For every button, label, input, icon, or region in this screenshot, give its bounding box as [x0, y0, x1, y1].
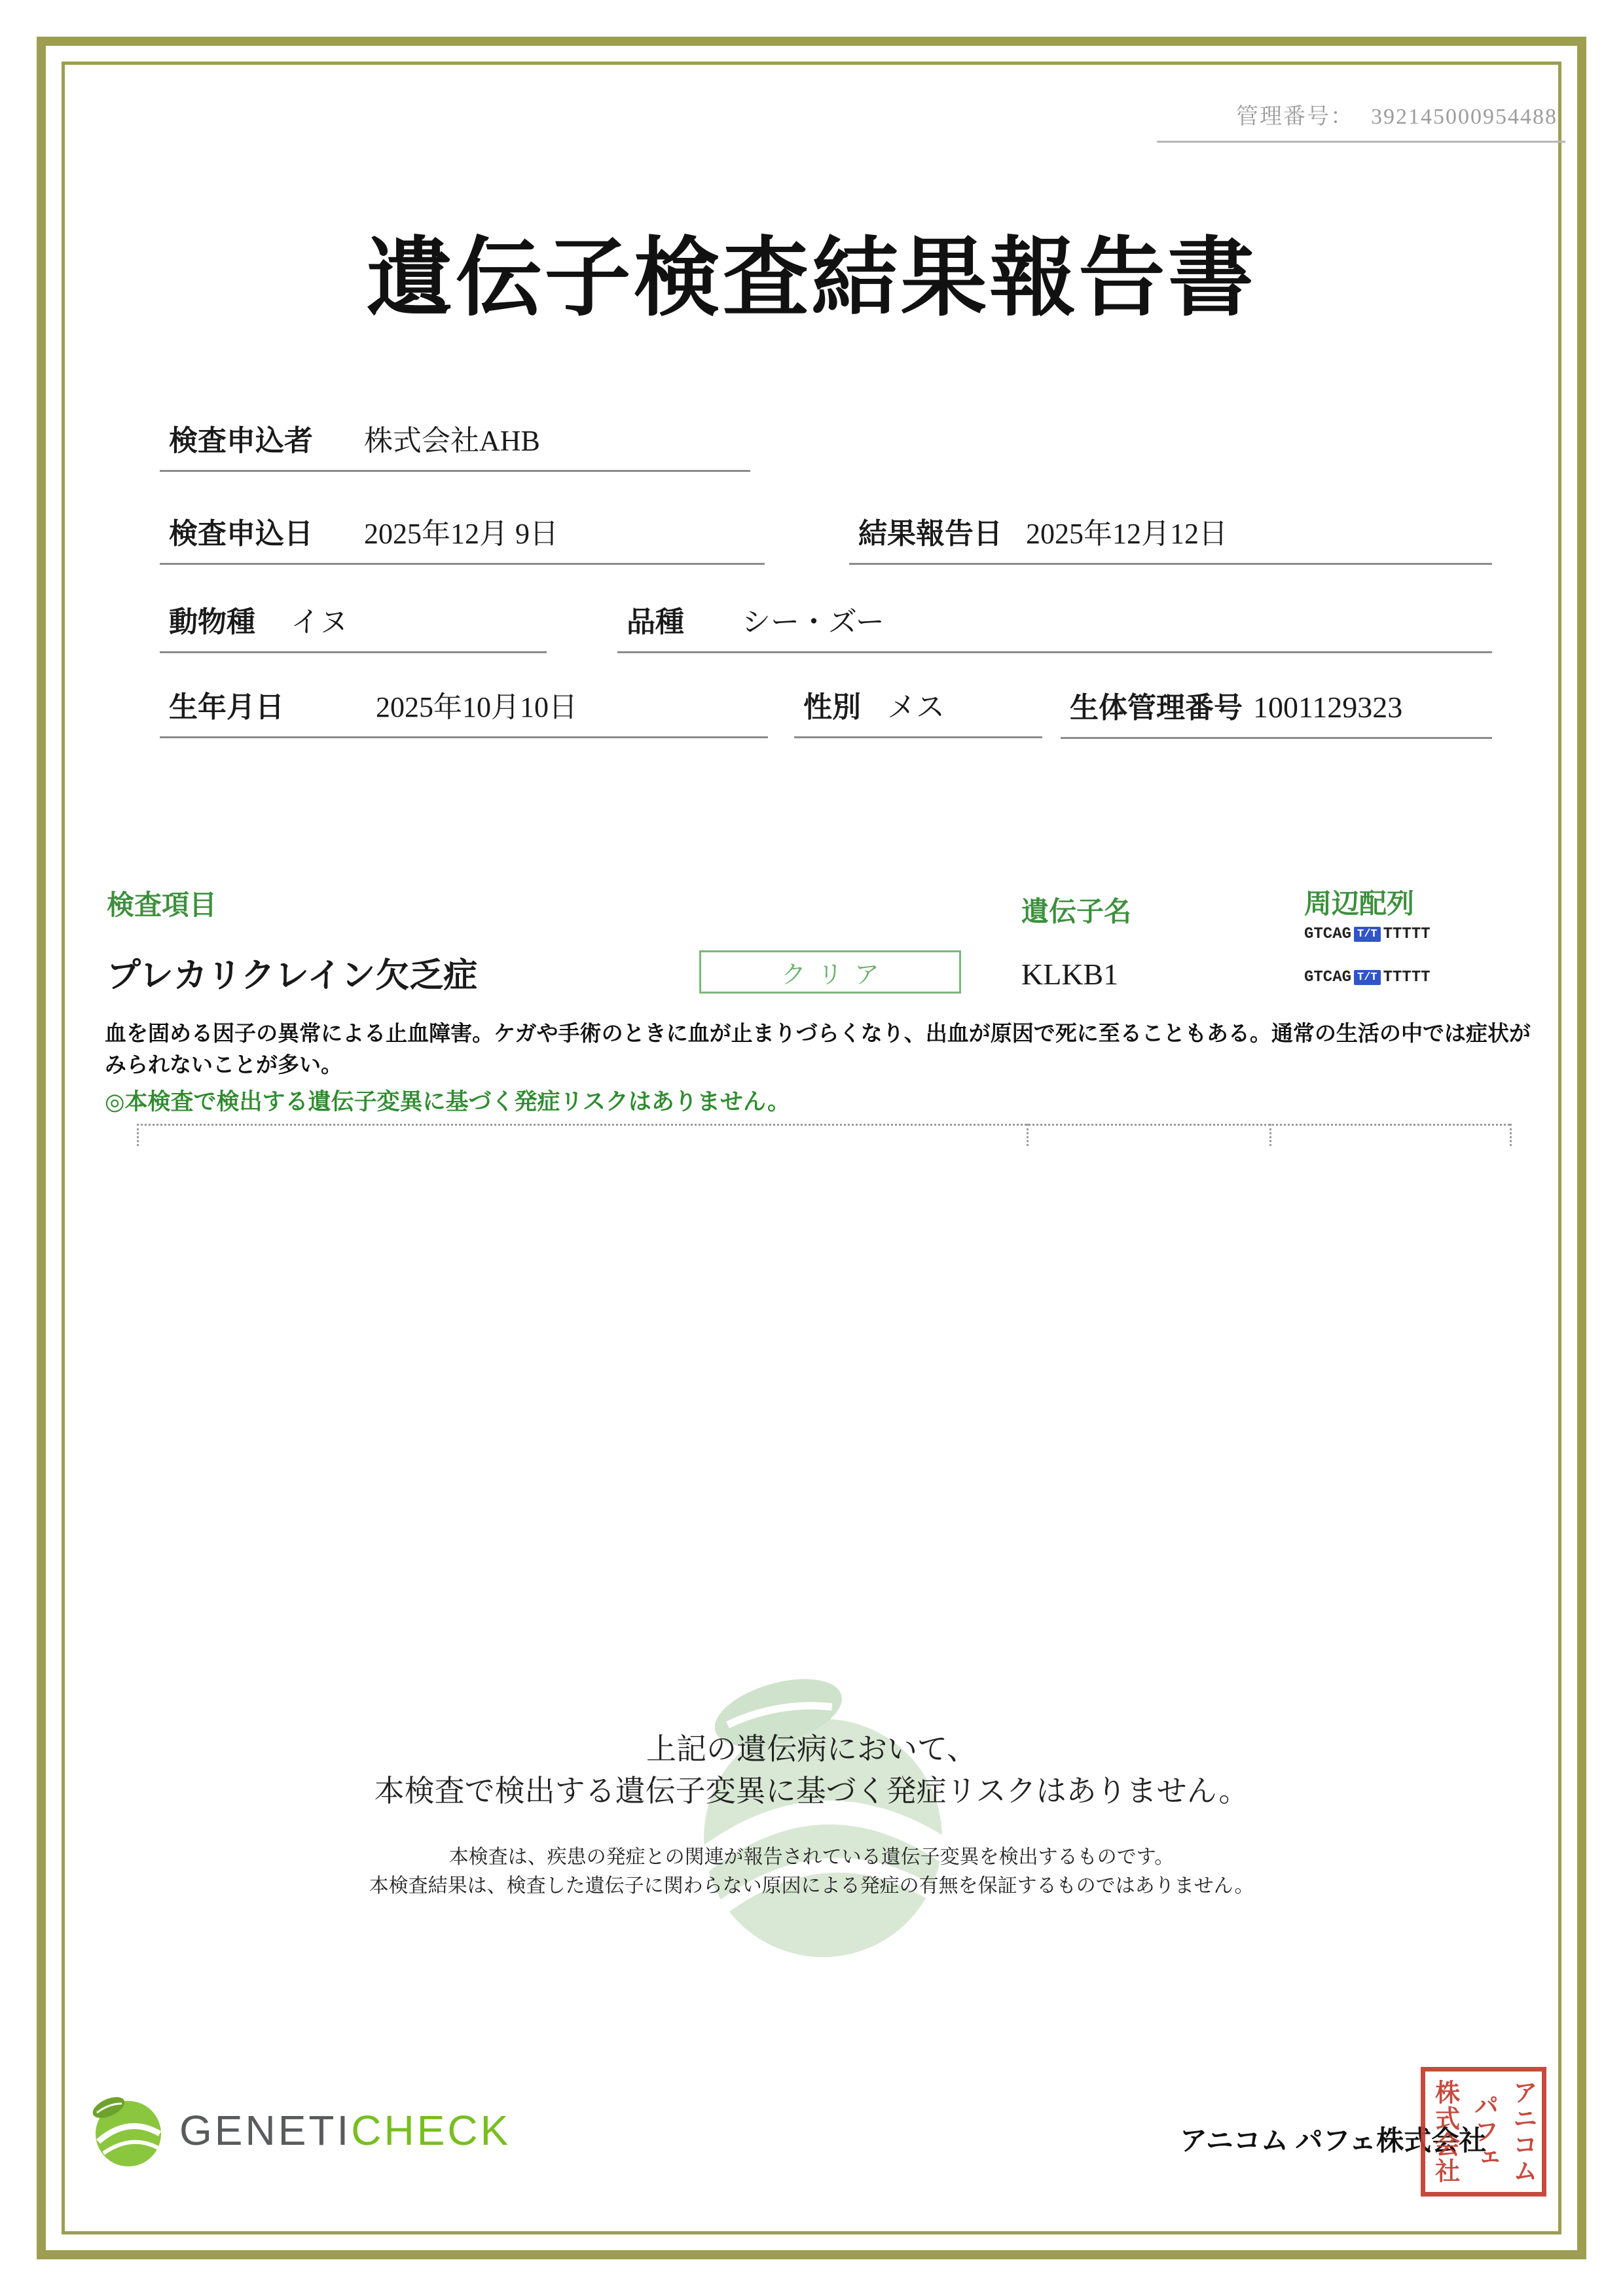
field-apply-date — [160, 517, 765, 565]
summary-note-2: 本検査結果は、検査した遺伝子に関わらない原因による発症の有無を保証するものではありません。 — [369, 1875, 1254, 1897]
field-sex — [794, 691, 1042, 738]
result-status-badge: クリア — [699, 950, 961, 994]
field-applicant-label: 検査申込者 — [169, 425, 313, 457]
dotted-tick — [137, 1124, 139, 1146]
seal-column-1: アニコム — [1508, 2079, 1537, 2184]
field-apply-date-label: 検査申込日 — [169, 518, 313, 550]
field-breed — [617, 605, 1492, 653]
brand-wordmark-check: CHECK — [351, 2107, 511, 2154]
field-species-value: イヌ — [291, 606, 348, 638]
geneticheck-logo-icon — [89, 2093, 164, 2168]
test-item-name: プレカリクレイン欠乏症 — [107, 958, 478, 995]
field-animal-id-value: 1001129323 — [1253, 691, 1403, 724]
admin-number-label: 管理番号： — [1236, 105, 1354, 129]
allele-chip: T/T — [1354, 970, 1381, 985]
summary-note-1: 本検査は、疾患の発症との関連が報告されている遺伝子変異を検出するものです。 — [448, 1846, 1175, 1868]
field-birth-date — [160, 691, 768, 738]
field-report-date-value: 2025年12月12日 — [1026, 518, 1228, 550]
brand-wordmark-geneti: GENETI — [179, 2107, 352, 2154]
disease-description: 血を固める因子の異常による止血障害。ケガや手術のときに血が止まりづらくなり、出血が原因で死に至ることもある。通常の生活の中では症状がみられないことが多い。 — [105, 1022, 1531, 1077]
field-sex-label: 性別 — [803, 691, 861, 723]
field-species — [160, 605, 547, 653]
field-birth-date-value: 2025年10月10日 — [376, 691, 577, 723]
sequence-line-2 — [1304, 969, 1431, 986]
field-apply-date-value: 2025年12月 9日 — [364, 518, 558, 550]
sequence-prefix: GTCAG — [1304, 925, 1352, 943]
seal-column-2: パフェ — [1469, 2092, 1497, 2171]
gene-name-header: 遺伝子名 — [1021, 897, 1132, 927]
sequence-suffix: TTTTT — [1383, 925, 1431, 943]
sequence-line-1 — [1304, 925, 1431, 943]
allele-chip: T/T — [1354, 927, 1381, 942]
dotted-tick — [1269, 1124, 1271, 1146]
admin-number-value: 392145000954488 — [1371, 105, 1558, 129]
gene-name-value: KLKB1 — [1021, 958, 1119, 991]
test-item-header: 検査項目 — [107, 891, 217, 921]
risk-note: ◎本検査で検出する遺伝子変異に基づく発症リスクはありません。 — [105, 1089, 790, 1115]
field-breed-label: 品種 — [627, 606, 684, 638]
watermark-logo — [668, 1674, 972, 1972]
field-applicant — [160, 424, 750, 472]
field-sex-value: メス — [887, 691, 945, 723]
field-report-date-label: 結果報告日 — [858, 518, 1002, 550]
dotted-tick — [1027, 1124, 1029, 1146]
company-seal — [1421, 2067, 1546, 2197]
field-breed-value: シー・ズー — [742, 606, 884, 638]
geneticheck-brand — [89, 2093, 511, 2168]
page-title: 遺伝子検査結果報告書 — [366, 230, 1257, 327]
field-animal-id-label: 生体管理番号 — [1070, 692, 1243, 724]
field-birth-date-label: 生年月日 — [169, 691, 284, 723]
admin-number-block — [1157, 98, 1565, 143]
field-animal-id — [1061, 691, 1492, 739]
field-report-date — [849, 517, 1492, 565]
summary-line-2: 本検査で検出する遺伝子変異に基づく発症リスクはありません。 — [374, 1774, 1249, 1808]
summary-line-1: 上記の遺伝病において、 — [646, 1732, 977, 1766]
dotted-divider — [137, 1124, 1510, 1126]
brand-wordmark — [179, 2106, 511, 2155]
seal-column-3: 株式会社 — [1431, 2079, 1459, 2184]
field-applicant-value: 株式会社AHB — [364, 425, 540, 457]
sequence-prefix: GTCAG — [1304, 969, 1352, 986]
field-species-label: 動物種 — [169, 606, 255, 638]
sequence-suffix: TTTTT — [1383, 969, 1431, 986]
company-name: アニコム パフェ株式会社 — [1180, 2126, 1487, 2157]
dotted-tick — [1510, 1124, 1512, 1146]
sequence-header: 周辺配列 — [1304, 889, 1415, 920]
